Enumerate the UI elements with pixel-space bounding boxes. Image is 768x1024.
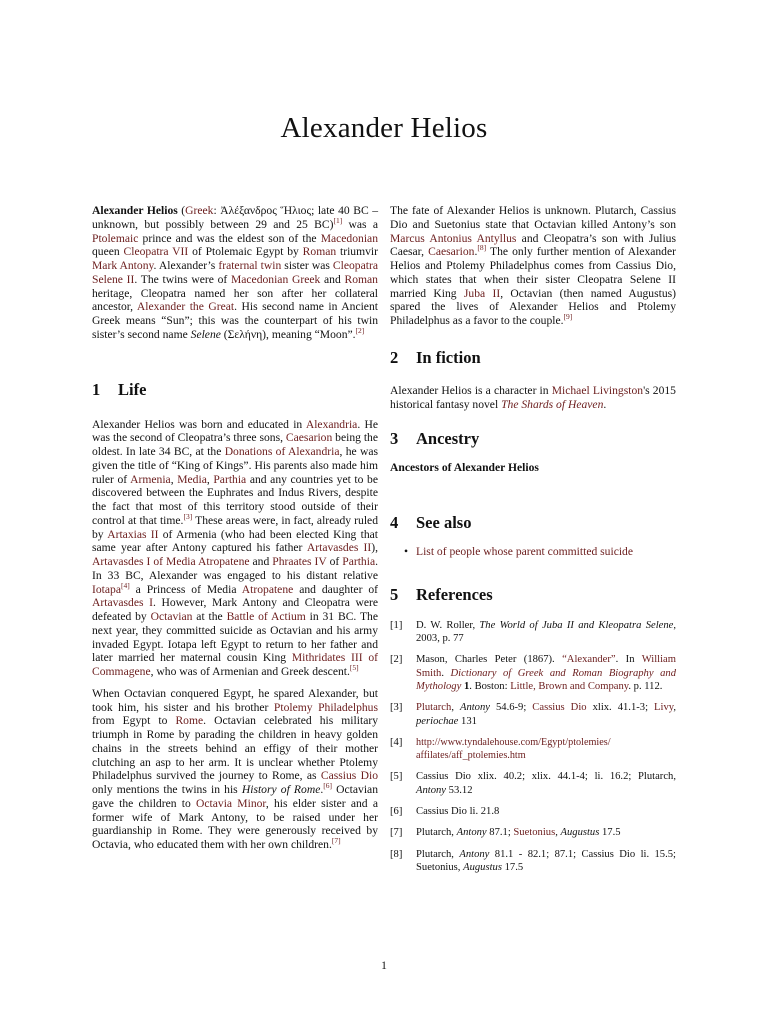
section-heading-ancestry: 3 Ancestry <box>390 429 480 449</box>
section-heading-life: 1 Life <box>92 379 147 399</box>
link-livy[interactable]: Livy <box>654 702 674 714</box>
link-octavian[interactable]: Octavian <box>150 610 193 623</box>
link-octavia-minor[interactable]: Octavia Minor <box>196 796 266 810</box>
right-column <box>390 204 676 882</box>
link-phraates[interactable]: Phraates IV <box>272 555 327 568</box>
reference-item: [3] Plutarch, Antony 54.6-9; Cassius Dio xlix. 41.1-3; Livy, periochae 131 <box>390 702 677 727</box>
reference-item: [6] Cassius Dio li. 21.8 <box>390 806 500 818</box>
link-antyllus[interactable]: Marcus Antonius Antyllus <box>390 231 517 245</box>
link-cassius-dio-ref[interactable]: Cassius Dio <box>532 702 587 714</box>
link-parthia-2[interactable]: Parthia <box>342 555 376 568</box>
life-paragraph-1: Alexander Helios was born and educated in Alexandria. He was the second of Cleopatra’s three sons, Caesarion being the oldest. In late 34 BC, at the Donations of Alexandria, he was given the title of “King of Kings”. His parents also made him ruler of Armenia, Media, Parthia and any countries yet to be discovered between the Euphrates and Indus Rivers, despite the fact that most of this territory stood outside of their control at that time.[3] These areas were, in fact, already ruled by Artaxias II of Armenia (who had been elected King that same year after Antony captured his father Artavasdes II), Artavasdes I of Media Atropatene and Phraates IV of Parthia. In 33 BC, Alexander was engaged to his distant relative Iotapa[4] a Princess of Media Atropatene and daughter of Artavasdes I. However, Mark Antony and Cleopatra were defeated by Octavian at the Battle of Actium in 31 BC. The next year, they committed suicide as Octavian and his army invaded Egypt. Iotapa left Egypt to return to her father and later married her maternal cousin King Mithridates III of Commagene, who was of Armenian and Greek descent.[5] <box>92 417 379 678</box>
citation-5[interactable]: [5] <box>349 663 359 673</box>
link-iotapa[interactable]: Iotapa <box>92 582 121 596</box>
link-armenia[interactable]: Armenia <box>130 472 171 486</box>
section-heading-see-also: 4 See also <box>390 513 472 532</box>
link-cleopatra-vii[interactable]: Cleopatra VII <box>123 245 189 259</box>
link-fraternal-twin[interactable]: fraternal twin <box>218 259 282 272</box>
link-cleopatra-selene[interactable]: Cleopatra Selene II <box>92 259 378 286</box>
citation-7[interactable]: [7] <box>331 836 341 846</box>
subject-name: Alexander Helios <box>92 204 178 217</box>
section-heading-references: 5 References <box>390 584 493 604</box>
citation-3[interactable]: [3] <box>183 511 193 521</box>
citation-6[interactable]: [6] <box>323 781 332 791</box>
link-caesarion[interactable]: Caesarion <box>285 431 333 445</box>
link-list-of-people[interactable]: List of people whose parent committed suicide <box>416 545 634 558</box>
link-parthia[interactable]: Parthia <box>213 472 247 486</box>
reference-item: [2] Mason, Charles Peter (1867). “Alexander”. In William Smith. Dictionary of Greek and Roman Biography and Mythology 1. Boston: Little, Brown and Company. p. 112. <box>390 654 676 692</box>
link-little-brown[interactable]: Little, Brown and Company <box>510 680 629 692</box>
link-juba-ii[interactable]: Juba II <box>463 286 501 300</box>
link-caesarion-2[interactable]: Caesarion <box>428 245 475 259</box>
link-rome[interactable]: Rome <box>175 714 204 728</box>
link-media[interactable]: Media <box>177 472 207 486</box>
citation-4[interactable]: [4] <box>120 580 130 590</box>
fate-paragraph: The fate of Alexander Helios is unknown. Plutarch, Cassius Dio and Suetonius state that Octavian killed Antony’s son Marcus Antonius Antyllus and Cleopatra’s son with Julius Caesar, Caesarion.[8] The only further mention of Alexander Helios and Ptolemy Philadelphus comes from Cassius Dio, which states that when their sister Cleopatra Selene II married King Juba II, Octavian (then named Augustus) spared the lives of Alexander Helios and Ptolemy Philadelphus as a favor to the couple.[9] <box>390 204 676 327</box>
list-item <box>404 545 676 559</box>
references-list <box>390 619 676 874</box>
link-michael-livingston[interactable]: Michael Livingston <box>551 383 644 397</box>
link-battle-of-actium[interactable]: Battle of Actium <box>226 610 306 623</box>
reference-item: [1] D. W. Roller, The World of Juba II and Kleopatra Selene, 2003, p. 77 <box>390 619 676 645</box>
link-alexander-the-great[interactable]: Alexander the Great <box>136 300 235 314</box>
page-title: Alexander Helios <box>280 112 488 144</box>
see-also-list <box>390 545 676 559</box>
section-heading-fiction: 2 In fiction <box>390 347 481 367</box>
citation-2[interactable]: [2] <box>355 325 365 335</box>
link-ptolemaic[interactable]: Ptolemaic <box>92 231 139 245</box>
ancestry-subheading: Ancestors of Alexander Helios <box>390 461 539 475</box>
intro-paragraph: Alexander Helios (Greek: Ἀλέξανδρος Ἥλιος; late 40 BC – unknown, but possibly between 29 and 25 BC)[1] was a Ptolemaic prince and was the eldest son of the Macedonian queen Cleopatra VII of Ptolemaic Egypt by Roman triumvir Mark Antony. Alexander’s fraternal twin sister was Cleopatra Selene II. The twins were of Macedonian Greek and Roman heritage, Cleopatra named her son after her collateral ancestor, Alexander the Great. His second name in Ancient Greek means “Sun”; this was the counterpart of his twin sister’s second name Selene (Σελήνη), meaning “Moon”.[2] <box>92 204 378 341</box>
link-atropatene[interactable]: Atropatene <box>241 582 294 596</box>
citation-8[interactable]: [8] <box>477 243 487 253</box>
link-ptolemy-philadelphus[interactable]: Ptolemy Philadelphus <box>273 700 378 714</box>
reference-item: [7] Plutarch, Antony 87.1; Suetonius, Augustus 17.5 <box>390 827 621 839</box>
link-artaxias[interactable]: Artaxias II <box>107 527 159 541</box>
link-william-smith[interactable]: William Smith <box>416 654 676 679</box>
link-mark-antony[interactable]: Mark Antony <box>92 259 154 272</box>
link-artavasdes-ii[interactable]: Artavasdes II <box>306 541 372 555</box>
link-shards-of-heaven[interactable]: The Shards of Heaven <box>501 397 604 411</box>
page-number: 1 <box>381 960 387 972</box>
left-column <box>92 204 378 860</box>
link-ref-alexander[interactable]: “Alexander” <box>562 654 616 666</box>
reference-item: [5] Cassius Dio xlix. 40.2; xlix. 44.1-4; li. 16.2; Plutarch, Antony 53.12 <box>390 771 676 796</box>
reference-item: [4] http://www.tyndalehouse.com/Egypt/ptolemies/ affilates/aff_ptolemies.htm <box>390 736 611 762</box>
link-dictionary[interactable]: Dictionary of Greek and Roman Biography and Mythology <box>416 667 676 692</box>
fiction-paragraph: Alexander Helios is a character in Michael Livingston's 2015 historical fantasy novel The Shards of Heaven. <box>390 383 676 411</box>
link-artavasdes-i[interactable]: Artavasdes I <box>92 596 153 610</box>
link-roman[interactable]: Roman <box>302 245 337 259</box>
reference-item: [8] Plutarch, Antony 81.1 - 82.1; 87.1; Cassius Dio li. 15.5; Suetonius, Augustus 17.5 <box>390 848 676 873</box>
link-roman-2[interactable]: Roman <box>344 272 378 286</box>
link-donations[interactable]: Donations of Alexandria <box>224 445 340 458</box>
citation-1[interactable]: [1] <box>333 215 343 225</box>
link-alexandria[interactable]: Alexandria <box>305 417 358 431</box>
link-tyndalehouse-url[interactable]: http://www.tyndalehouse.com/Egypt/ptolemies/ affilates/aff_ptolemies.htm <box>416 736 611 762</box>
citation-9[interactable]: [9] <box>563 312 573 322</box>
link-greek[interactable]: Greek <box>185 204 214 217</box>
link-plutarch[interactable]: Plutarch <box>416 702 452 714</box>
link-suetonius[interactable]: Suetonius <box>513 827 556 839</box>
link-macedonian[interactable]: Macedonian <box>320 231 378 245</box>
link-mithridates[interactable]: Mithridates III of Commagene <box>92 651 378 678</box>
link-artavasdes-i-media[interactable]: Artavasdes I of Media Atropatene <box>92 555 250 568</box>
link-macedonian-greek[interactable]: Macedonian Greek <box>230 272 321 286</box>
life-paragraph-2: When Octavian conquered Egypt, he spared Alexander, but took him, his sister and his brother Ptolemy Philadelphus from Egypt to Rome. Octavian celebrated his military triumph in Rome by parading the children in heavy golden chains in the streets behind an effigy of their mother clutching an asp to her arm. It is unclear whether Ptolemy Philadelphus survived the journey to Rome, as Cassius Dio only mentions the twins in his History of Rome.[6] Octavian gave the children to Octavia Minor, his elder sister and a former wife of Mark Antony, to be raised under her guardianship in Rome. They were generously received by Octavia, who educated them with her own children.[7] <box>92 686 378 851</box>
link-cassius-dio[interactable]: Cassius Dio <box>320 769 378 783</box>
